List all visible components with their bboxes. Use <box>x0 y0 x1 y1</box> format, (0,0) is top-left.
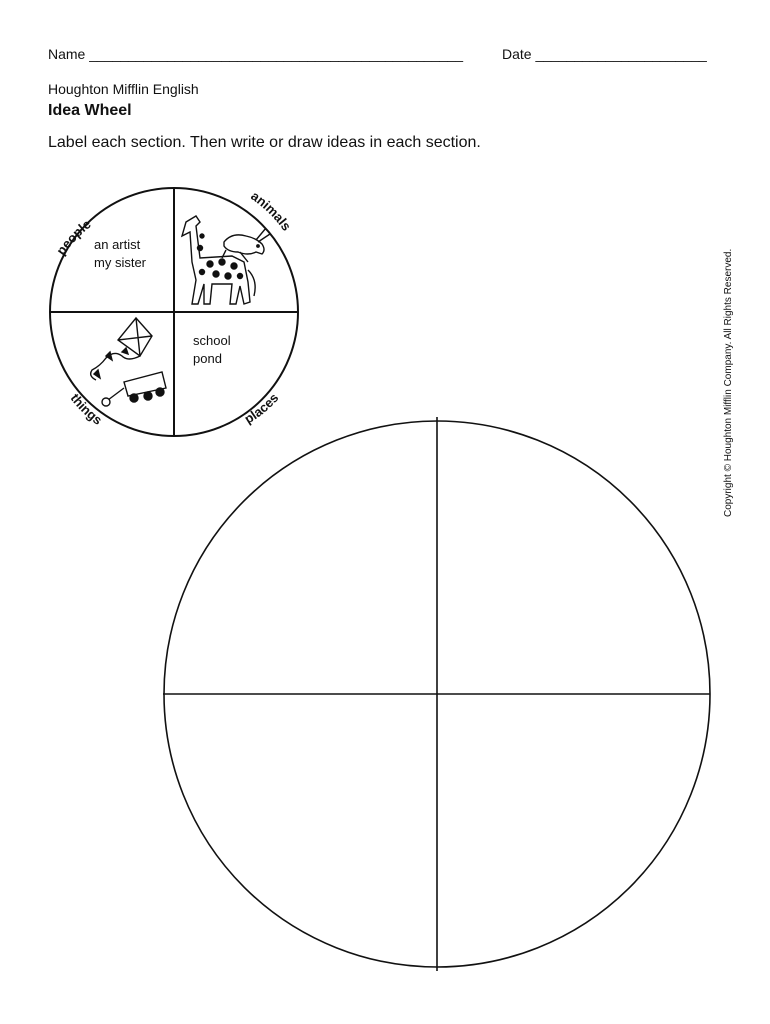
example-label-people: people <box>53 216 94 258</box>
worksheet-title: Idea Wheel <box>48 102 132 119</box>
example-idea: an artist <box>94 237 141 252</box>
example-places-ideas <box>193 332 231 368</box>
kite-drawing <box>91 318 152 380</box>
copyright-notice: Copyright © Houghton Mifflin Company. All Rights Reserved. <box>723 248 734 517</box>
blank-idea-wheel[interactable] <box>163 417 710 971</box>
example-label-places: places <box>241 390 282 427</box>
date-blank[interactable]: ______________________ <box>535 46 707 62</box>
publisher-line: Houghton Mifflin English <box>48 81 199 97</box>
name-blank[interactable]: ________________________________________________ <box>89 46 463 62</box>
example-label-animals: animals <box>248 188 295 234</box>
date-label: Date <box>502 46 532 62</box>
giraffe-drawing <box>182 216 255 304</box>
instructions: Label each section. Then write or draw ideas in each section. <box>48 134 481 151</box>
example-label-things: things <box>67 390 106 428</box>
example-idea: school <box>193 333 231 348</box>
example-idea: pond <box>193 351 222 366</box>
example-idea: my sister <box>94 255 146 270</box>
example-people-ideas <box>94 236 146 272</box>
wagon-drawing <box>102 372 166 406</box>
name-label: Name <box>48 46 86 62</box>
